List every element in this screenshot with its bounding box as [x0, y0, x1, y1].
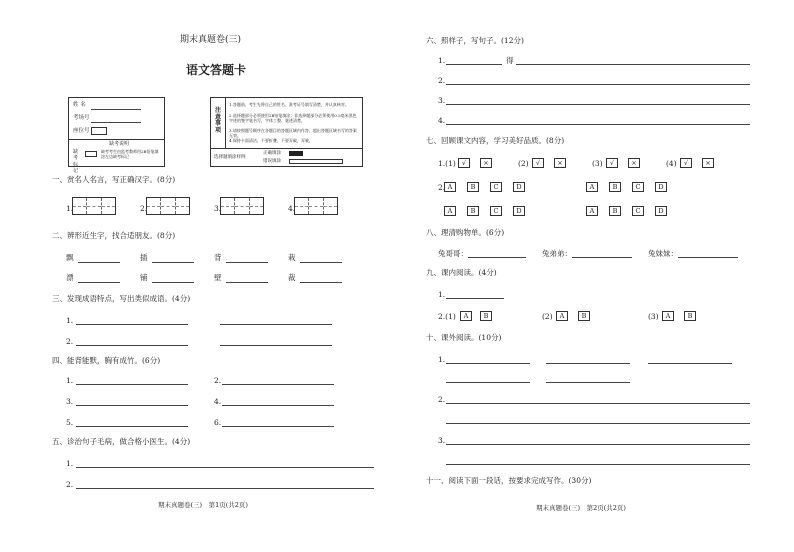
sample-label: 选择题填涂样例 — [214, 155, 246, 160]
answer-line[interactable] — [446, 382, 530, 383]
char-answer-line[interactable] — [226, 282, 268, 283]
check-option[interactable]: √ — [680, 158, 692, 168]
right-footer: 期末真题卷(三) 第2页(共2页) — [536, 504, 626, 512]
section-3-item: 1. — [66, 316, 74, 325]
judge-label: (4) — [666, 159, 677, 168]
tian-grid[interactable] — [72, 197, 116, 215]
char-label: 铺 — [140, 273, 148, 282]
answer-line[interactable] — [76, 467, 374, 468]
wrong-label: 错误填涂 — [263, 159, 281, 164]
check-option[interactable]: √ — [606, 158, 618, 168]
answer-line[interactable] — [446, 124, 750, 125]
choice-label: 2. — [438, 183, 446, 192]
answer-line[interactable] — [76, 405, 188, 406]
section-10-title: 十、课外阅读。(10分) — [426, 333, 502, 342]
section-6-item: 4. — [438, 116, 446, 125]
section-4-item: 1. — [66, 376, 74, 385]
char-answer-line[interactable] — [226, 262, 268, 263]
section-5-item: 1. — [66, 459, 74, 468]
answer-line[interactable] — [446, 298, 504, 299]
shopping-label: 兔弟弟： — [542, 249, 572, 258]
choice-C[interactable]: C — [490, 182, 502, 192]
student-info-box — [68, 97, 165, 174]
name-field[interactable] — [91, 109, 141, 110]
answer-line[interactable] — [222, 405, 334, 406]
judge-label: (3) — [592, 159, 603, 168]
wrong-sample-marks — [289, 159, 343, 164]
answer-line[interactable] — [546, 382, 630, 383]
absent-label: 缺考标记 — [73, 149, 79, 174]
section-3-title: 三、发现成语特点，写出类似成语。(4分) — [52, 294, 191, 303]
answer-line[interactable] — [222, 384, 334, 385]
choice-B[interactable]: B — [467, 206, 479, 216]
section-4-item: 2. — [214, 376, 222, 385]
seat-field[interactable] — [91, 127, 107, 135]
notice-item: 3.请按照题号顺序在各题目的答题区域内作答，超出答题区域书写的答案无效。 — [229, 128, 357, 138]
choice-B[interactable]: B — [467, 182, 479, 192]
cross-option[interactable]: × — [628, 158, 640, 168]
notice-divider — [225, 98, 226, 148]
section-4-item: 6. — [214, 418, 222, 427]
section-2-title: 二、辨形近生字，找合适朋友。(8分) — [52, 231, 176, 240]
char-answer-line[interactable] — [152, 262, 194, 263]
cross-option[interactable]: × — [702, 158, 714, 168]
choice-C[interactable]: C — [632, 182, 644, 192]
choice-A[interactable]: A — [662, 311, 674, 321]
answer-line[interactable] — [220, 345, 332, 346]
notice-item: 2.选择题部分必须使用2B铅笔填涂；非选择题部分必须使用0.5毫米黑色字迹的签字笔书写，字体工整、笔迹清楚。 — [229, 113, 357, 123]
section-4-item: 5. — [66, 418, 74, 427]
shopping-label: 兔哥哥： — [438, 249, 468, 258]
choice-B[interactable]: B — [684, 311, 696, 321]
choice-A[interactable]: A — [556, 311, 568, 321]
answer-line[interactable] — [76, 426, 188, 427]
char-label: 飘 — [66, 253, 74, 262]
char-answer-line[interactable] — [152, 282, 194, 283]
answer-line[interactable] — [222, 426, 334, 427]
section-4-item: 3. — [66, 397, 74, 406]
answer-line[interactable] — [648, 363, 732, 364]
answer-line[interactable] — [446, 363, 530, 364]
char-label: 裁 — [288, 273, 296, 282]
correct-label: 正确填涂 — [263, 151, 281, 156]
section-1-item: 1. — [66, 204, 74, 213]
section-6-title: 六、照样子，写句子。(12分) — [426, 36, 524, 45]
char-label: 插 — [140, 253, 148, 262]
char-label: 壁 — [214, 273, 222, 282]
section-9-item: 1. — [438, 290, 446, 299]
section-6-item: 1. — [438, 56, 446, 65]
section-5-item: 2. — [66, 480, 74, 489]
section-9-item: (3) — [648, 312, 659, 321]
section-1-title: 一、赏名人名言，写正确汉字。(8分) — [52, 175, 176, 184]
sample-word: 得 — [506, 56, 514, 65]
char-label: 背 — [214, 253, 222, 262]
choice-B[interactable]: B — [609, 182, 621, 192]
cross-option[interactable]: × — [554, 158, 566, 168]
answer-line[interactable] — [76, 384, 188, 385]
answer-line[interactable] — [678, 257, 738, 258]
answer-line[interactable] — [546, 363, 630, 364]
answer-line[interactable] — [446, 84, 750, 85]
section-10-item: 3. — [438, 436, 446, 445]
judge-label: (2) — [518, 159, 529, 168]
absent-mark-box[interactable] — [85, 151, 97, 157]
answer-line[interactable] — [446, 403, 750, 404]
absent-title: 缺考说明 — [109, 141, 130, 147]
section-1-item: 3. — [214, 204, 222, 213]
name-label: 姓 名 — [73, 102, 86, 108]
check-option[interactable]: √ — [532, 158, 544, 168]
choice-A[interactable]: A — [586, 182, 598, 192]
absent-note: 缺考考生由监考教师用2B铅笔填涂左边缺考标记 — [101, 149, 159, 159]
section-1-item: 4. — [288, 204, 296, 213]
section-6-item: 3. — [438, 96, 446, 105]
section-3-item: 2. — [66, 337, 74, 346]
tian-grid[interactable] — [146, 197, 190, 215]
answer-line[interactable] — [446, 464, 750, 465]
shopping-label: 兔妹妹： — [648, 249, 678, 258]
section-10-item: 1. — [438, 355, 446, 364]
answer-line[interactable] — [516, 64, 750, 65]
section-8-title: 八、理清购物单。(6分) — [426, 228, 505, 237]
answer-line[interactable] — [572, 257, 632, 258]
section-11-title: 十一、阅读下面一段话，按要求完成写作。(30分) — [426, 476, 592, 485]
char-answer-line[interactable] — [78, 282, 120, 283]
card-title: 语文答题卡 — [186, 63, 247, 77]
answer-line[interactable] — [446, 444, 750, 445]
choice-B[interactable]: B — [578, 311, 590, 321]
check-option[interactable]: √ — [458, 158, 470, 168]
notice-box — [210, 97, 363, 167]
choice-A[interactable]: A — [460, 311, 472, 321]
tian-grid[interactable] — [220, 197, 264, 215]
section-4-item: 4. — [214, 397, 222, 406]
char-answer-line[interactable] — [78, 262, 120, 263]
tian-grid[interactable] — [294, 197, 338, 215]
char-label: 栽 — [288, 253, 296, 262]
choice-A[interactable]: A — [444, 206, 456, 216]
notice-item: 1.答题前，考生先将自己的姓名、准考证号填写清楚，并认真核对。 — [229, 102, 349, 107]
choice-D[interactable]: D — [655, 206, 667, 216]
answer-line[interactable] — [76, 488, 374, 489]
choice-C[interactable]: C — [490, 206, 502, 216]
choice-A[interactable]: A — [444, 182, 456, 192]
char-label: 漂 — [66, 273, 74, 282]
answer-line[interactable] — [76, 324, 188, 325]
judge-label: 1.(1) — [438, 159, 456, 168]
section-9-item: (2) — [542, 312, 553, 321]
section-7-title: 七、回顾课文内容，学习美好品质。(8分) — [426, 136, 565, 145]
section-6-item: 2. — [438, 76, 446, 85]
answer-line[interactable] — [76, 345, 188, 346]
section-9-title: 九、课内阅读。(4分) — [426, 268, 497, 277]
section-5-title: 五、诊治句子毛病，做合格小医生。(4分) — [52, 437, 191, 446]
answer-line[interactable] — [446, 64, 502, 65]
exam-no-field[interactable] — [91, 122, 141, 123]
answer-line[interactable] — [468, 257, 526, 258]
answer-line[interactable] — [446, 104, 750, 105]
exam-no-label: 考场号 — [73, 115, 90, 121]
left-footer: 期末真题卷(三) 第1页(共2页) — [158, 501, 248, 509]
notice-title: 注意事项 — [215, 107, 222, 134]
exam-title: 期末真题卷(三) — [180, 35, 242, 45]
section-1-item: 2. — [140, 204, 148, 213]
info-divider — [69, 139, 164, 140]
char-answer-line[interactable] — [300, 262, 342, 263]
answer-line[interactable] — [446, 423, 750, 424]
choice-C[interactable]: C — [632, 206, 644, 216]
section-10-item: 2. — [438, 395, 446, 404]
choice-A[interactable]: A — [586, 206, 598, 216]
answer-line[interactable] — [220, 324, 332, 325]
char-answer-line[interactable] — [300, 282, 342, 283]
choice-D[interactable]: D — [513, 206, 525, 216]
choice-B[interactable]: B — [609, 206, 621, 216]
section-4-title: 四、能背能默，胸有成竹。(6分) — [52, 356, 161, 365]
cross-option[interactable]: × — [480, 158, 492, 168]
choice-D[interactable]: D — [655, 182, 667, 192]
choice-D[interactable]: D — [513, 182, 525, 192]
notice-bottom-divider — [211, 148, 362, 149]
choice-B[interactable]: B — [480, 311, 492, 321]
correct-sample-mark — [289, 151, 303, 156]
seat-label: 座位号 — [73, 128, 90, 134]
notice-item: 4.保持卡面清洁，不要折叠，不要弄破、弄皱。 — [229, 138, 313, 143]
section-9-item: 2.(1) — [438, 312, 456, 321]
